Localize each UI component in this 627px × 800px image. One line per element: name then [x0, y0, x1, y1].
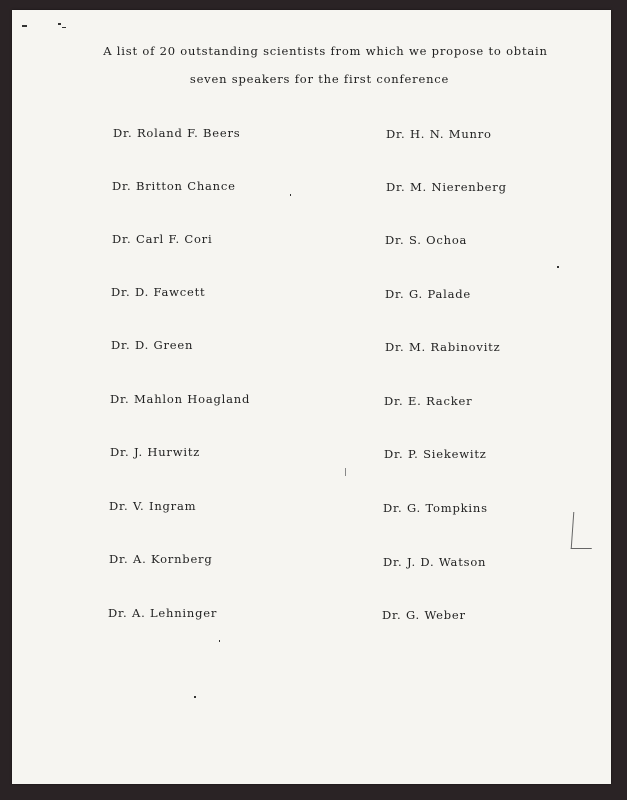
pencil-bracket-mark — [571, 512, 595, 549]
right-name-5: Dr. M. Rabinovitz — [385, 340, 501, 354]
right-name-7: Dr. P. Siekewitz — [384, 447, 487, 461]
left-name-8: Dr. V. Ingram — [109, 499, 197, 513]
heading-line-1: A list of 20 outstanding scientists from which we propose to obtain — [103, 44, 548, 58]
left-name-9: Dr. A. Kornberg — [109, 552, 213, 566]
scan-speck — [290, 194, 291, 196]
scan-speck — [194, 696, 196, 698]
scan-speck — [58, 23, 61, 25]
scan-speck — [219, 640, 220, 642]
right-name-2: Dr. M. Nierenberg — [386, 180, 507, 194]
left-name-7: Dr. J. Hurwitz — [110, 445, 201, 459]
scan-speck — [22, 25, 27, 27]
left-name-3: Dr. Carl F. Cori — [112, 232, 213, 246]
right-name-4: Dr. G. Palade — [385, 287, 472, 301]
scan-speck — [557, 266, 559, 268]
right-name-1: Dr. H. N. Munro — [386, 127, 492, 141]
scan-speck — [62, 27, 66, 28]
left-name-2: Dr. Britton Chance — [112, 179, 236, 193]
left-name-5: Dr. D. Green — [111, 338, 194, 352]
left-name-4: Dr. D. Fawcett — [111, 285, 206, 299]
right-name-6: Dr. E. Racker — [384, 394, 473, 408]
right-name-9: Dr. J. D. Watson — [383, 555, 487, 569]
right-name-8: Dr. G. Tompkins — [383, 501, 488, 515]
scan-speck — [345, 468, 346, 476]
right-name-10: Dr. G. Weber — [382, 608, 466, 622]
right-name-3: Dr. S. Ochoa — [385, 233, 468, 247]
document-page — [12, 10, 611, 784]
left-name-6: Dr. Mahlon Hoagland — [110, 392, 251, 406]
left-name-10: Dr. A. Lehninger — [108, 606, 218, 620]
left-name-1: Dr. Roland F. Beers — [113, 126, 241, 140]
heading-line-2: seven speakers for the first conference — [189, 72, 450, 86]
